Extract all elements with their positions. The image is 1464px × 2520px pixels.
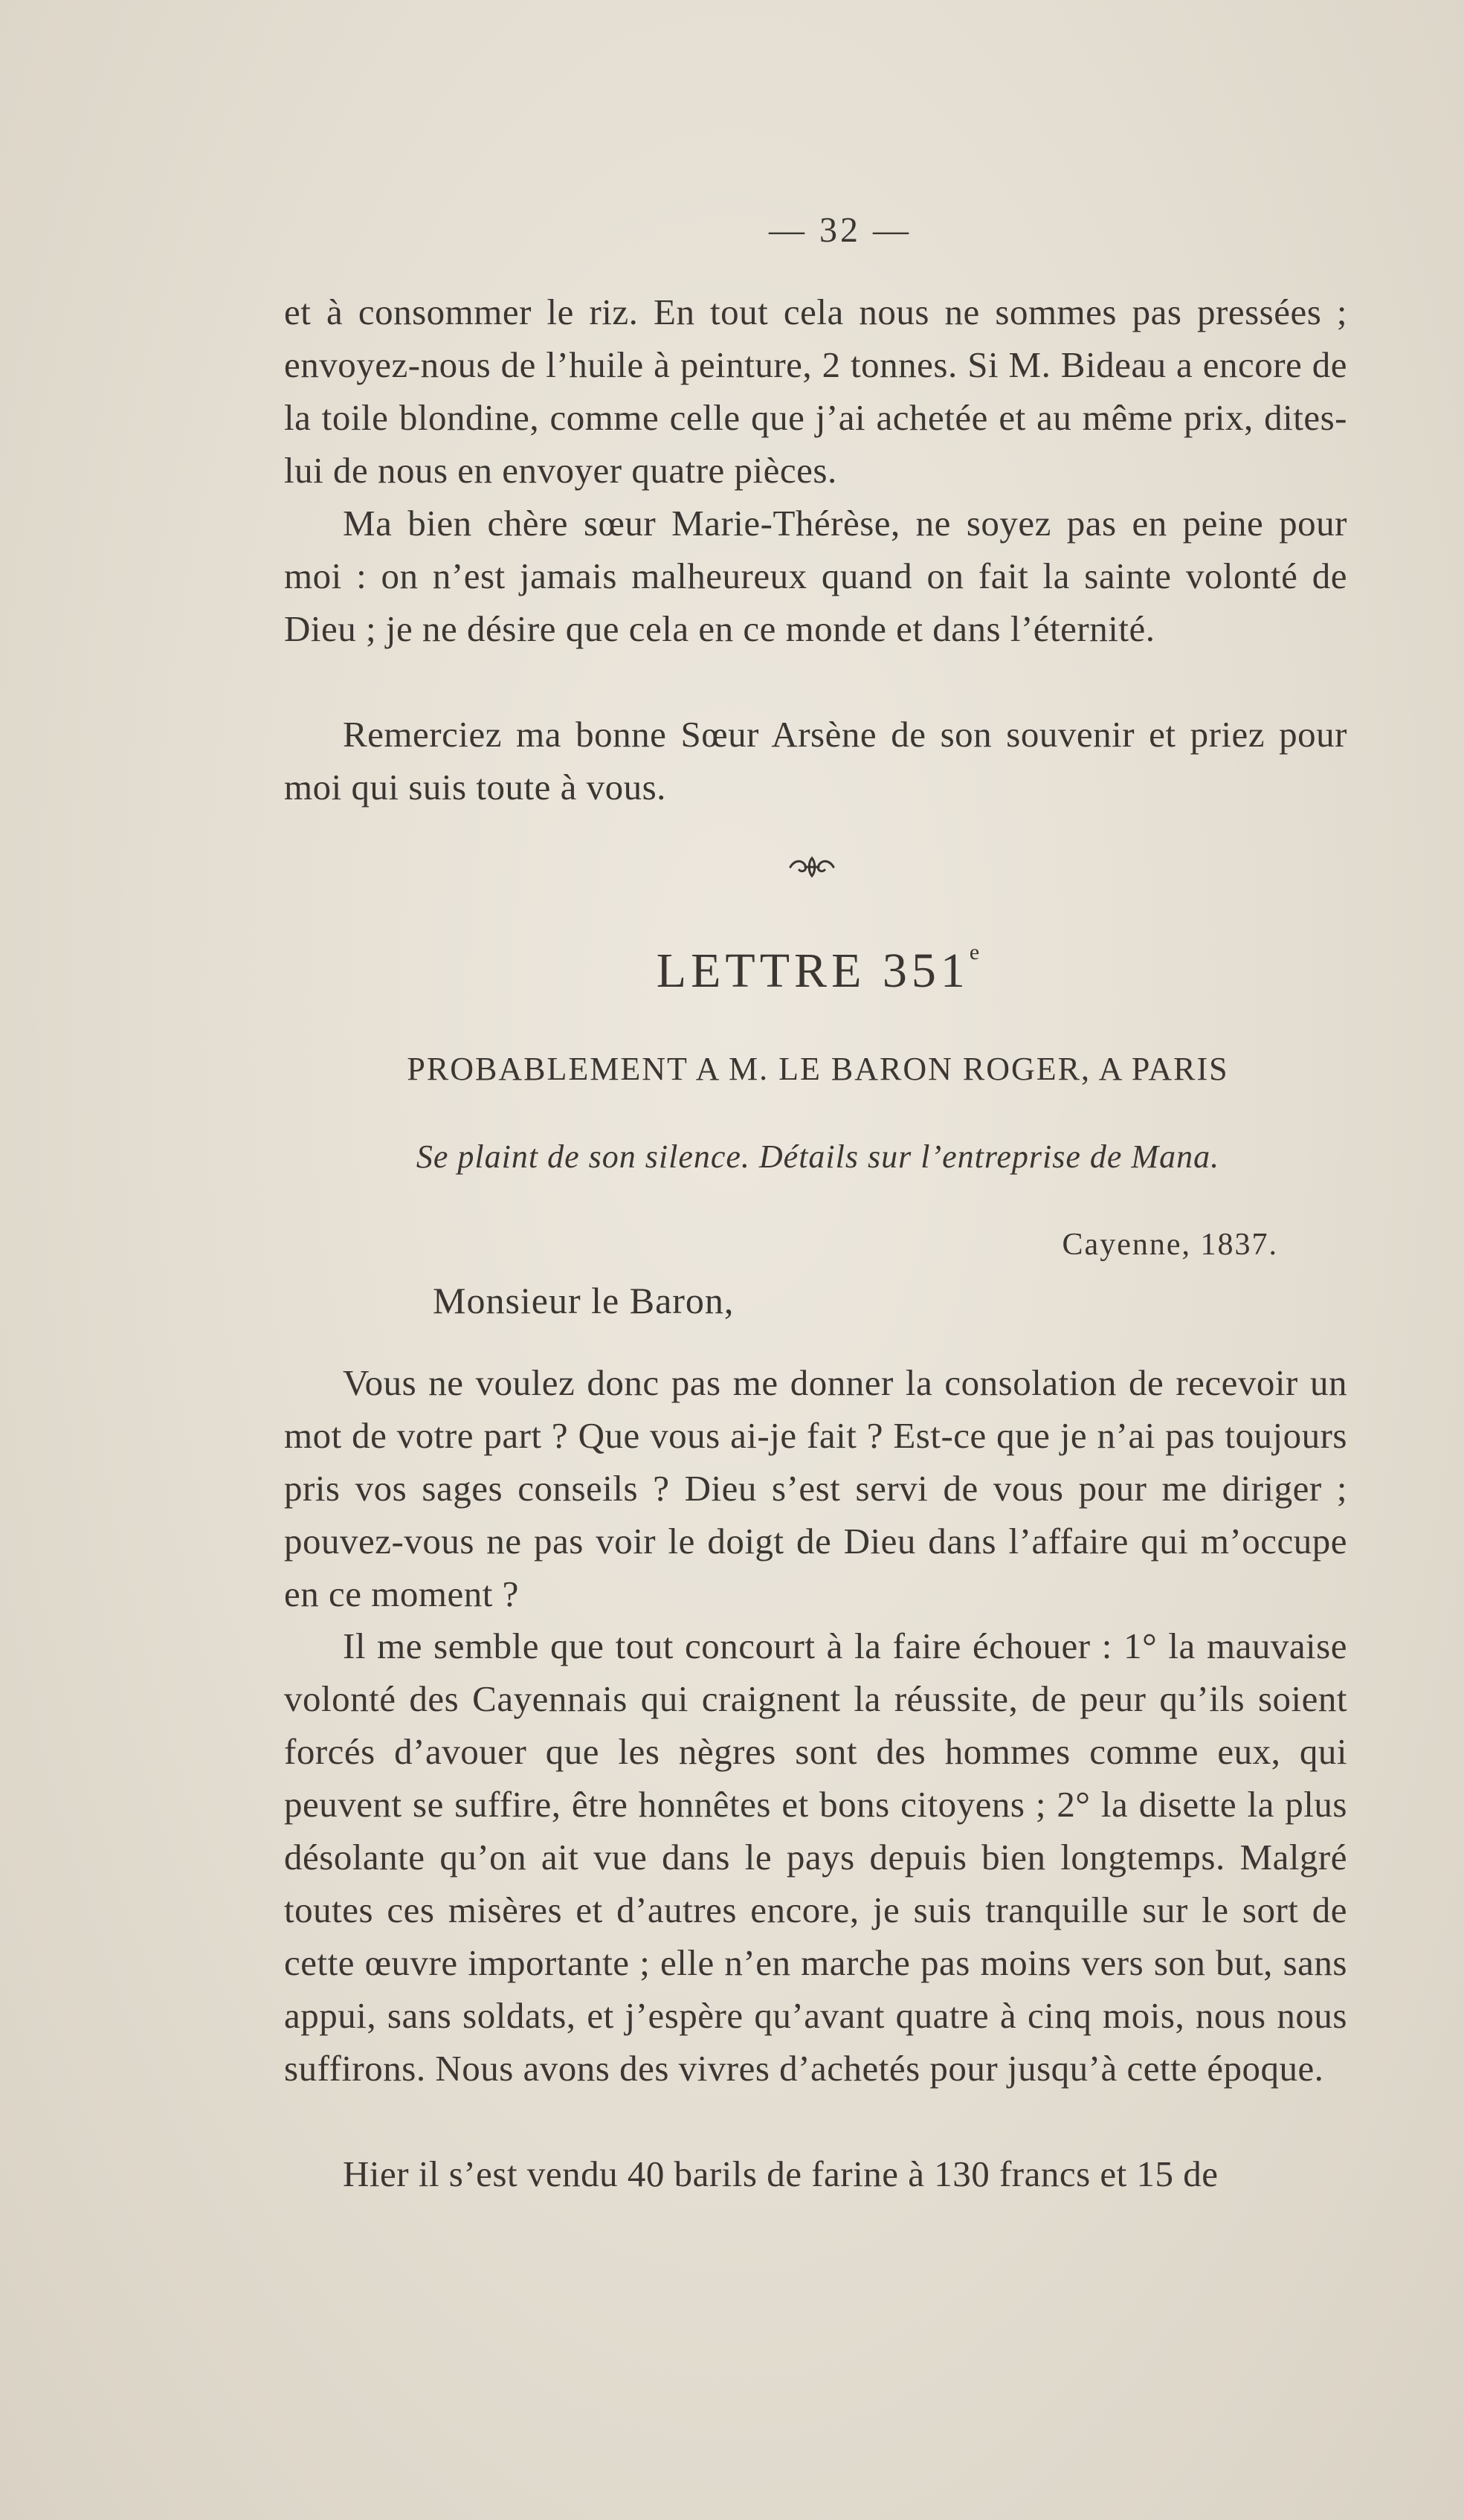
letter-paragraph-3-text: Hier il s’est vendu 40 barils de farine à 130 francs et 15 de: [343, 2153, 1219, 2194]
letter-paragraph-3: [284, 2147, 1347, 2200]
fleuron-ornament-icon: [0, 854, 1464, 884]
letter-dateline: Cayenne, 1837.: [1062, 1228, 1278, 1262]
top-paragraph-3-text: Remerciez ma bonne Sœur Arsène de son souvenir et priez pour moi qui suis toute à vous.: [284, 714, 1347, 808]
page-number: — 32 —: [769, 210, 912, 250]
top-paragraph-1-text: et à consommer le riz. En tout cela nous ne sommes pas pressées ; envoyez-nous de l’huile à peinture, 2 tonnes. Si M. Bideau a encore de la toile blondine, comme celle que j’ai achetée et au même prix, dites-lui de nous en envoyer quatre pièces.: [284, 291, 1347, 491]
top-paragraph-1: [284, 286, 1347, 497]
letter-salutation: Monsieur le Baron,: [433, 1280, 735, 1321]
letter-title: [0, 940, 1464, 999]
letter-paragraph-2-text: Il me semble que tout concourt à la faire échouer : 1° la mauvaise volonté des Cayennais qui craignent la réussite, de peur qu’ils soient forcés d’avouer que les nègres sont des hommes comme eux, qui peuvent se suffire, être honnêtes et bons citoyens ; 2° la disette la plus désolante qu’on ait vue dans le pays depuis bien longtemps. Malgré toutes ces misères et d’autres encore, je suis tranquille sur le sort de cette œuvre importante ; elle n’en marche pas moins vers son but, sans appui, sans soldats, et j’espère qu’avant quatre à cinq mois, nous nous suffirons. Nous avons des vivres d’achetés pour jusqu’à cette époque.: [284, 1625, 1347, 2089]
letter-paragraph-1: [284, 1356, 1347, 1620]
letter-paragraph-2: [284, 1620, 1347, 2095]
letter-title-suffix: e: [969, 940, 980, 964]
letter-summary: Se plaint de son silence. Détails sur l’entreprise de Mana.: [416, 1138, 1220, 1175]
letter-paragraph-1-text: Vous ne voulez donc pas me donner la consolation de recevoir un mot de votre part ? Que vous ai-je fait ? Est-ce que je n’ai pas toujours pris vos sages conseils ? Dieu s’est servi de vous pour me diriger ; pouvez-vous ne pas voir le doigt de Dieu dans l’affaire qui m’occupe en ce moment ?: [284, 1362, 1347, 1614]
letter-title-number: LETTRE 351: [656, 944, 970, 998]
letter-recipient: PROBABLEMENT A M. LE BARON ROGER, A PARIS: [407, 1051, 1229, 1087]
top-paragraph-2-text: Ma bien chère sœur Marie-Thérèse, ne soyez pas en peine pour moi : on n’est jamais malheureux quand on fait la sainte volonté de Dieu ; je ne désire que cela en ce monde et dans l’éternité.: [284, 503, 1347, 649]
top-paragraph-2: [284, 497, 1347, 655]
top-paragraph-3: [284, 708, 1347, 813]
